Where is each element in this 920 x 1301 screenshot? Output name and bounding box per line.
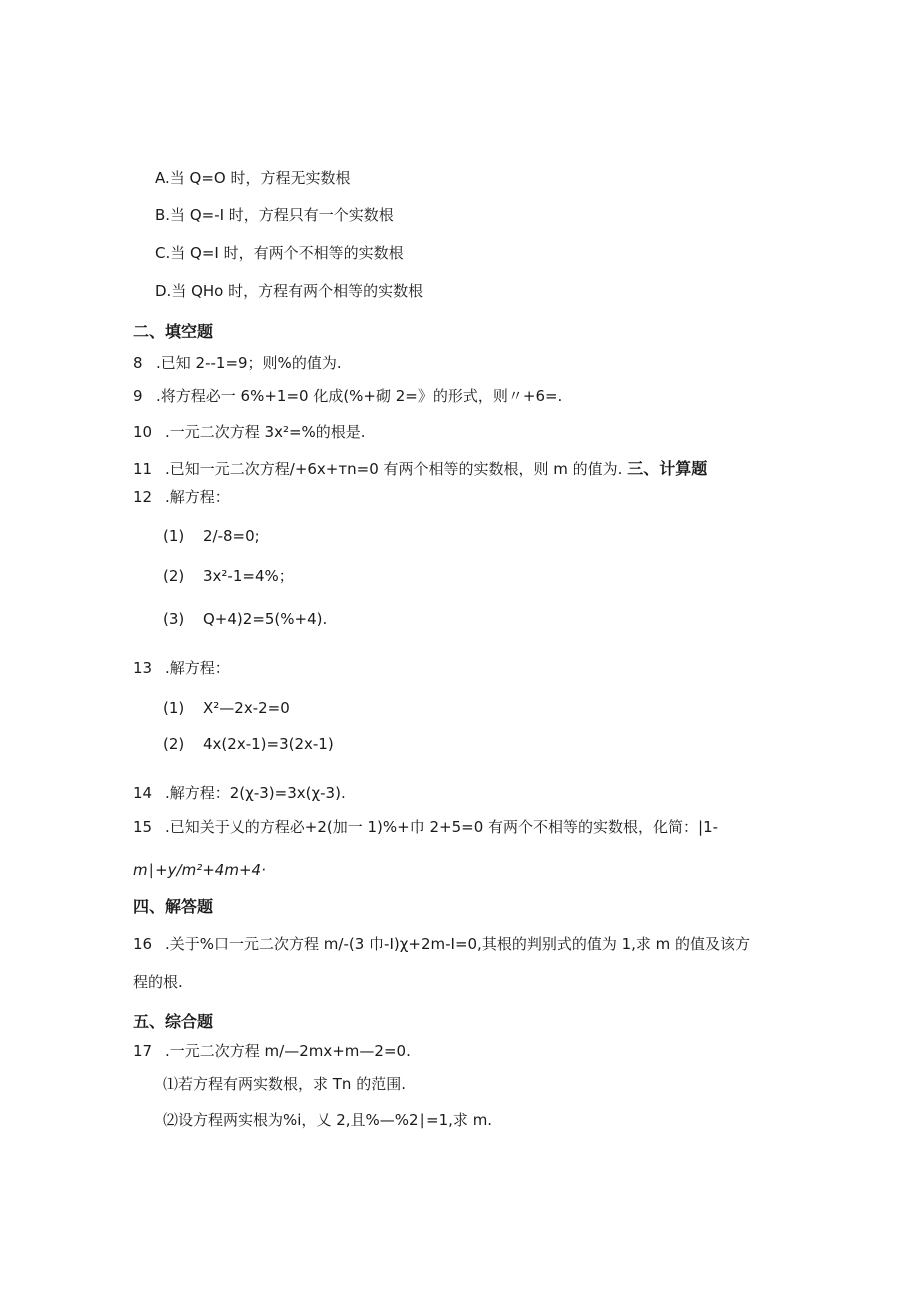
part-label: (1)	[163, 527, 185, 545]
question-text: .一元二次方程 m/—2mx+m—2=0.	[165, 1042, 411, 1060]
question-15	[133, 817, 718, 837]
question-text: .已知关于乂的方程必+2(加一 1)%+巾 2+5=0 有两个不相等的实数根，化简：|1-	[165, 818, 719, 836]
question-number: 14	[133, 784, 153, 802]
q12-part-3	[163, 609, 327, 629]
section-heading-comprehensive: 五、综合题	[133, 1012, 214, 1031]
q17-part-1: ⑴若方程有两实数根，求 Tn 的范围.	[163, 1075, 406, 1093]
part-expression: 3x²-1=4%；	[203, 567, 294, 585]
question-number: 13	[133, 659, 153, 677]
question-15-continuation: m∣+y∕m²+4m+4·	[133, 861, 266, 879]
question-number: 10	[133, 423, 153, 441]
section-heading-fill-blank: 二、填空题	[133, 322, 214, 341]
part-expression: X²—2x-2=0	[203, 699, 290, 717]
question-text: .解方程：	[165, 488, 230, 506]
question-text: .已知 2--1=9；则%的值为.	[156, 354, 342, 372]
question-number: 9	[133, 387, 143, 405]
question-13	[133, 658, 230, 678]
q13-part-1	[163, 698, 290, 718]
question-14	[133, 783, 346, 803]
question-text: .将方程必一 6%+1=0 化成(%+砌 2=》的形式，则〃+6=.	[156, 387, 563, 405]
question-number: 15	[133, 818, 153, 836]
question-11	[133, 459, 707, 479]
q17-part-2: ⑵设方程两实根为%i，乂 2,且%—%2∣=1,求 m.	[163, 1111, 493, 1129]
part-expression: 2/-8=0;	[203, 527, 260, 545]
section-heading-calculation: 三、计算题	[627, 459, 708, 478]
option-a: A.当 Q=O 时，方程无实数根	[155, 169, 351, 187]
question-text: .已知一元二次方程/+6x+тn=0 有两个相等的实数根，则 m 的值为.	[165, 460, 623, 478]
section-heading-answer: 四、解答题	[133, 897, 214, 916]
part-label: (2)	[163, 735, 185, 753]
option-c: C.当 Q=I 时，有两个不相等的实数根	[155, 244, 404, 262]
question-16-continuation: 程的根.	[133, 973, 183, 991]
question-10	[133, 422, 366, 442]
question-number: 12	[133, 488, 153, 506]
question-text: .关于%口一元二次方程 m/-(3 巾-I)χ+2m-I=0,其根的判别式的值为 1,求 m 的值及该方	[165, 935, 751, 953]
part-label: (3)	[163, 610, 185, 628]
question-9	[133, 386, 562, 406]
q13-part-2	[163, 734, 334, 754]
question-number: 16	[133, 935, 153, 953]
question-17	[133, 1041, 411, 1061]
question-text: .一元二次方程 3x²=%的根是.	[165, 423, 366, 441]
part-expression: Q+4)2=5(%+4).	[203, 610, 328, 628]
option-b: B.当 Q=-I 时，方程只有一个实数根	[155, 206, 394, 224]
option-d: D.当 QHo 时，方程有两个相等的实数根	[155, 282, 424, 300]
question-12	[133, 487, 230, 507]
question-8	[133, 353, 342, 373]
part-expression: 4x(2x-1)=3(2x-1)	[203, 735, 334, 753]
part-label: (1)	[163, 699, 185, 717]
question-16	[133, 934, 750, 954]
question-number: 8	[133, 354, 143, 372]
part-label: (2)	[163, 567, 185, 585]
question-number: 11	[133, 460, 153, 478]
question-text: .解方程：	[165, 659, 230, 677]
question-number: 17	[133, 1042, 153, 1060]
q12-part-2	[163, 566, 294, 586]
question-text: .解方程：2(χ-3)=3x(χ-3).	[165, 784, 346, 802]
q12-part-1	[163, 526, 260, 546]
